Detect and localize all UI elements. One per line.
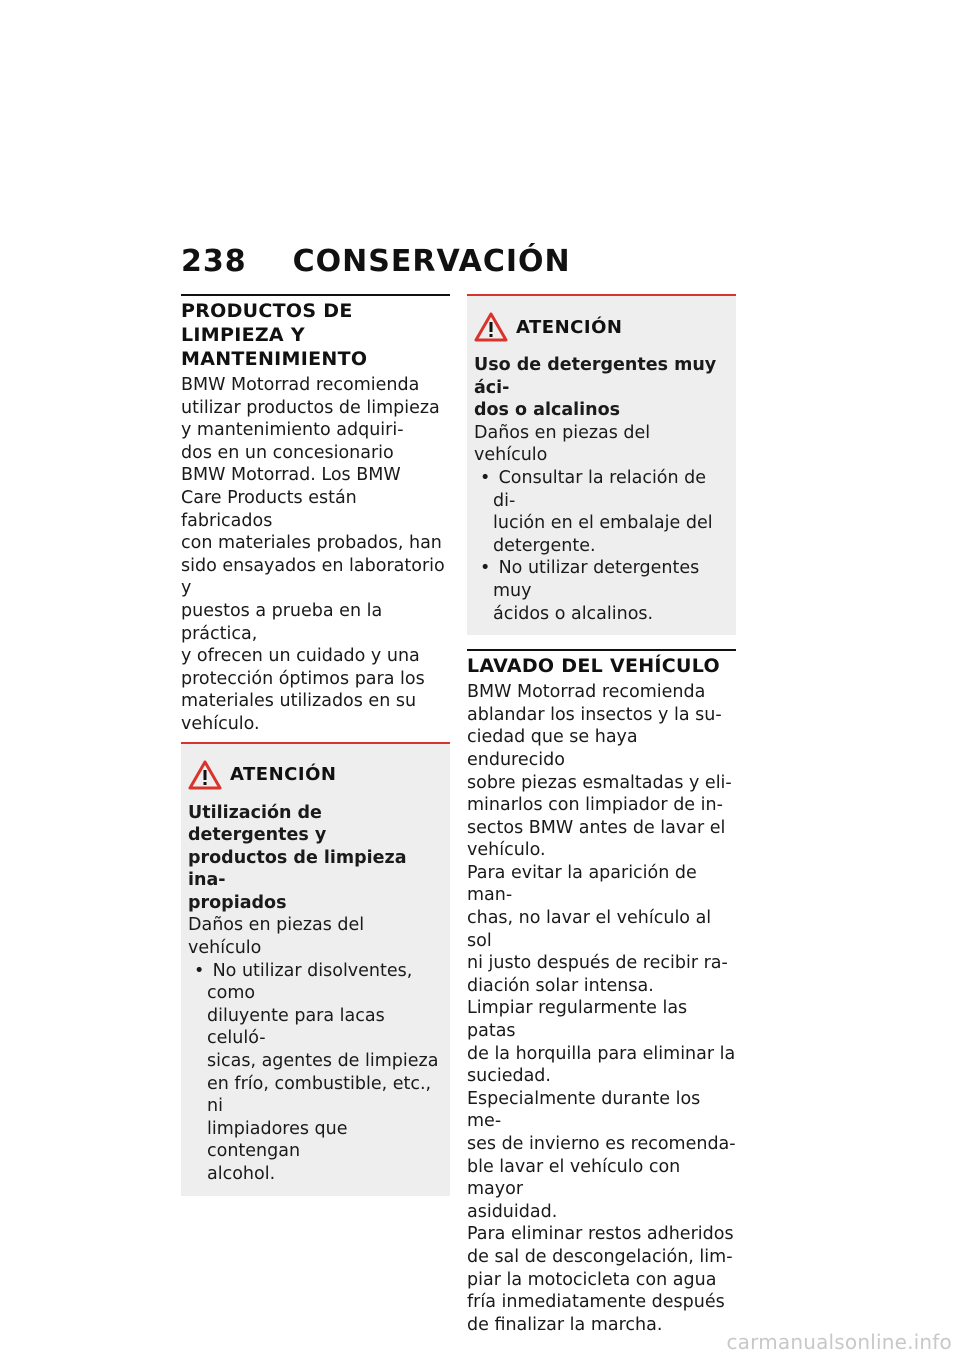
spacer: [467, 635, 736, 649]
watermark: carmanualsonline.info: [726, 1330, 952, 1354]
text-line: sectos BMW antes de lavar el: [467, 817, 726, 838]
text-line: Para eliminar restos adheridos: [467, 1224, 734, 1245]
text-line: con materiales probados, han: [181, 533, 442, 554]
warning-triangle-icon: [188, 760, 222, 790]
text-line: y mantenimiento adquiri-: [181, 420, 404, 441]
warning-title: ATENCIÓN: [230, 764, 337, 785]
text-line: sobre piezas esmaltadas y eli-: [467, 772, 732, 793]
text-line: diación solar intensa.: [467, 975, 654, 996]
text-line: puestos a prueba en la práctica,: [181, 600, 383, 644]
vehicle-washing-text: [467, 681, 736, 1336]
left-column: [181, 294, 450, 1196]
warning-header: [188, 760, 443, 790]
text-line: Limpiar regularmente las patas: [467, 998, 688, 1042]
bullet-line: diluyente para lacas celuló-: [207, 1005, 385, 1049]
text-line: sido ensayados en laboratorio y: [181, 555, 445, 599]
warning-subtitle-line: Utilización de detergentes y: [188, 802, 327, 846]
text-line: Care Products están fabricados: [181, 487, 357, 531]
warning-triangle-icon: [474, 312, 508, 342]
warning-header: [474, 312, 729, 342]
warning-title: ATENCIÓN: [516, 316, 623, 338]
warning-bullet-list: [188, 960, 443, 1186]
page-header: [181, 244, 571, 279]
text-line: Especialmente durante los me-: [467, 1088, 701, 1132]
bullet-line: Consultar la relación de di-: [493, 467, 707, 511]
text-line: de sal de descongelación, lim-: [467, 1246, 733, 1267]
text-line: vehículo.: [467, 840, 546, 861]
section-divider: [467, 649, 736, 651]
warning-subtitle-line: Uso de detergentes muy áci-: [474, 355, 717, 398]
text-line: protección óptimos para los: [181, 668, 425, 689]
bullet-item: [188, 960, 443, 1186]
text-line: utilizar productos de limpieza: [181, 397, 440, 418]
warning-subtitle-line: dos o alcalinos: [474, 400, 621, 421]
right-column: [467, 294, 736, 1336]
text-line: ni justo después de recibir ra-: [467, 953, 728, 974]
bullet-line: No utilizar detergentes muy: [493, 558, 700, 601]
warning-subtitle-line: propiados: [188, 892, 287, 913]
text-line: BMW Motorrad recomienda: [181, 375, 420, 395]
section-divider: [181, 294, 450, 296]
text-line: ble lavar el vehículo con mayor: [467, 1156, 681, 1200]
warning-subtitle-line: productos de limpieza ina-: [188, 847, 407, 891]
text-line: ablandar los insectos y la su-: [467, 704, 722, 725]
bullet-item: [474, 557, 729, 625]
section-title-cleaning-products: PRODUCTOS DE LIMPIEZA Y MANTENIMIENTO: [181, 300, 368, 370]
bullet-line: en frío, combustible, etc., ni: [207, 1073, 432, 1117]
chapter-title: CONSERVACIÓN: [292, 244, 571, 279]
warning-box-acid-alkaline-detergents: [467, 294, 736, 635]
text-line: suciedad.: [467, 1066, 551, 1087]
section-title-vehicle-washing: LAVADO DEL VEHÍCULO: [467, 655, 720, 678]
bullet-line: ácidos o alcalinos.: [493, 603, 654, 624]
bullet-line: alcohol.: [207, 1164, 276, 1184]
bullet-line: sicas, agentes de limpieza: [207, 1051, 439, 1072]
text-line: BMW Motorrad. Los BMW: [181, 465, 401, 486]
text-line: de finalizar la marcha.: [467, 1314, 663, 1335]
bullet-line: detergente.: [493, 535, 596, 556]
warning-consequence: Daños en piezas del vehículo: [188, 915, 365, 959]
text-line: dos en un concesionario: [181, 442, 394, 463]
bullet-item: [474, 467, 729, 557]
text-line: ses de invierno es recomenda-: [467, 1134, 736, 1154]
page-number: 238: [181, 244, 247, 279]
text-line: piar la motocicleta con agua: [467, 1269, 717, 1290]
bullet-line: No utilizar disolventes, como: [207, 960, 413, 1004]
text-line: BMW Motorrad recomienda: [467, 682, 706, 703]
cleaning-products-text: [181, 374, 450, 736]
text-line: materiales utilizados en su: [181, 691, 417, 712]
text-line: de la horquilla para eliminar la: [467, 1043, 736, 1064]
warning-box-improper-detergents: [181, 742, 450, 1196]
text-line: y ofrecen un cuidado y una: [181, 646, 420, 667]
text-line: minarlos con limpiador de in-: [467, 795, 723, 816]
bullet-line: limpiadores que contengan: [207, 1118, 348, 1162]
bullet-line: lución en el embalaje del: [493, 513, 713, 534]
text-line: Para evitar la aparición de man-: [467, 862, 697, 906]
text-line: fría inmediatamente después: [467, 1292, 725, 1313]
text-line: asiduidad.: [467, 1201, 558, 1222]
text-line: chas, no lavar el vehículo al sol: [467, 908, 712, 951]
warning-consequence: Daños en piezas del vehículo: [474, 422, 651, 466]
text-line: vehículo.: [181, 713, 260, 734]
warning-bullet-list: [474, 467, 729, 625]
text-line: ciedad que se haya endurecido: [467, 727, 638, 770]
